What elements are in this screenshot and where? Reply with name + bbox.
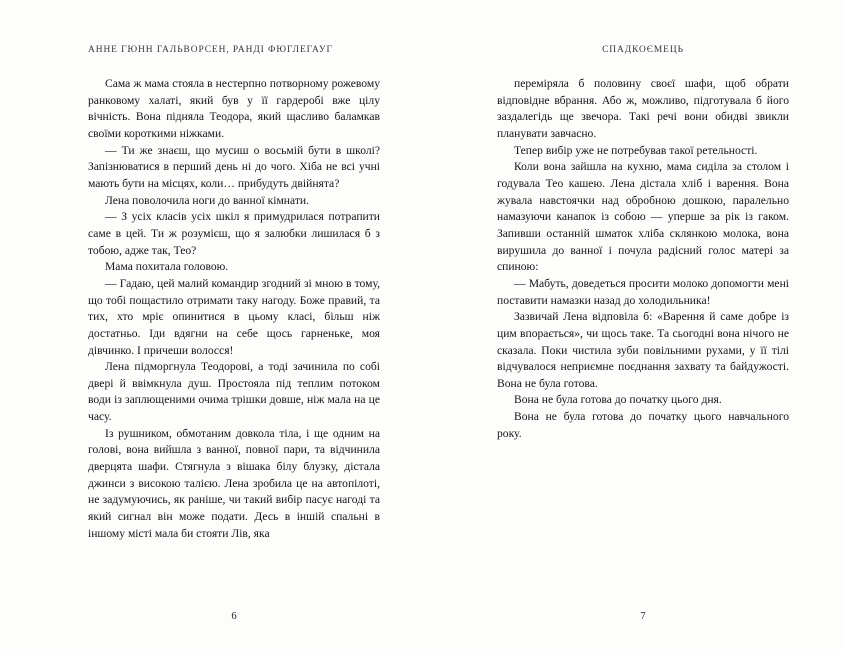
page-right-content-area [497, 44, 789, 620]
paragraph: — Гадаю, цей малий командир згодний зі мною в тому, що тобі пощастило отримати таку нагоду. Боже правий, та тих, хто мріє опинитися в цьому класі, більш ніж достатньо. Іди вдягни на себе щось гарненьке, моя дівчинко. І причеши волосся! [88, 276, 380, 357]
paragraph: Коли вона зайшла на кухню, мама сиділа за столом і годувала Тео кашею. Лена дістала хліб і варення. Вона жувала навстоячки над обробною дошкою, паралельно намазуючи канапок із собою — уперше за рік із гаком. Запивши останній шматок хліба склянкою молока, вона вирушила до ванної і почула радісний голос матері за спиною: [497, 160, 789, 274]
paragraph: Тепер вибір уже не потребував такої ретельності. [514, 143, 758, 157]
page-number-right: 7 [640, 611, 646, 622]
running-head-title: СПАДКОЄМЕЦЬ [602, 45, 684, 55]
paragraph: — З усіх класів усіх шкіл я примудрилася потрапити саме в цей. Ти ж розумієш, що я залюбки лишилася б з тобою, адже так, Тео? [88, 210, 380, 257]
paragraph: Лена підморгнула Теодорові, а тоді зачинила по собі двері й ввімкнула душ. Простояла під теплим потоком води із заплющеними очима трішки довше, ніж мала на це часу. [88, 360, 380, 424]
paragraph: Із рушником, обмотаним довкола тіла, і ще одним на голові, вона вийшла з ванної, повної пари, та відчинила дверцята шафи. Стягнула з вішака білу блузку, дістала джинси з високою талією. Лена зробила це на автопілоті, не задумуючись, як раніше, чи такий вибір пасує нагоді та який сигнал він може подати. Десь в іншій спальні в іншому місті мала би стояти Лів, яка [88, 426, 380, 540]
page-left-body-text [88, 76, 380, 542]
paragraph: Зазвичай Лена відповіла б: «Варення й саме добре із цим впорається», чи щось таке. Та сьогодні вона нічого не сказала. Поки чистила зуби повільними рухами, у її тілі відчувалося неприємне поєднання захвату та байдужості. Вона не була готова. [497, 310, 789, 390]
book-page-right [422, 0, 844, 650]
paragraph: Сама ж мама стояла в нестерпно потворному рожевому ранковому халаті, який був у її гардеробі вже цілу вічність. Вона підняла Теодора, який щасливо баламкав своїми короткими ніжками. [88, 77, 380, 140]
paragraph: Вона не була готова до початку цього навчального року. [497, 410, 789, 440]
page-number-left: 6 [231, 611, 237, 622]
paragraph: — Мабуть, доведеться просити молоко допомогти мені поставити намазки назад до холодильника! [497, 276, 789, 307]
paragraph: Вона не була готова до початку цього дня. [514, 393, 722, 407]
running-head-authors: АННЕ ГЮНН ГАЛЬВОРСЕН, РАНДІ ФЮГЛЕГАУГ [88, 45, 333, 55]
paragraph: — Ти же знаєш, що мусиш о восьмій бути в школі? Запізнюватися в перший день ні до чого. Хіба не всі учні мають бути на місцях, коли… прибудуть двійнята? [88, 143, 380, 190]
paragraph: Лена поволочила ноги до ванної кімнати. [105, 193, 310, 207]
page-right-body-text [497, 76, 789, 442]
paragraph: переміряла б половину своєї шафи, щоб обрати відповідне вбрання. Або ж, можливо, підготувала б його заздалегідь ще звечора. Такі речі вони обидві звикли планувати завчасно. [497, 77, 789, 140]
paragraph: Мама похитала головою. [105, 260, 229, 274]
page-left-content-area [88, 44, 380, 620]
